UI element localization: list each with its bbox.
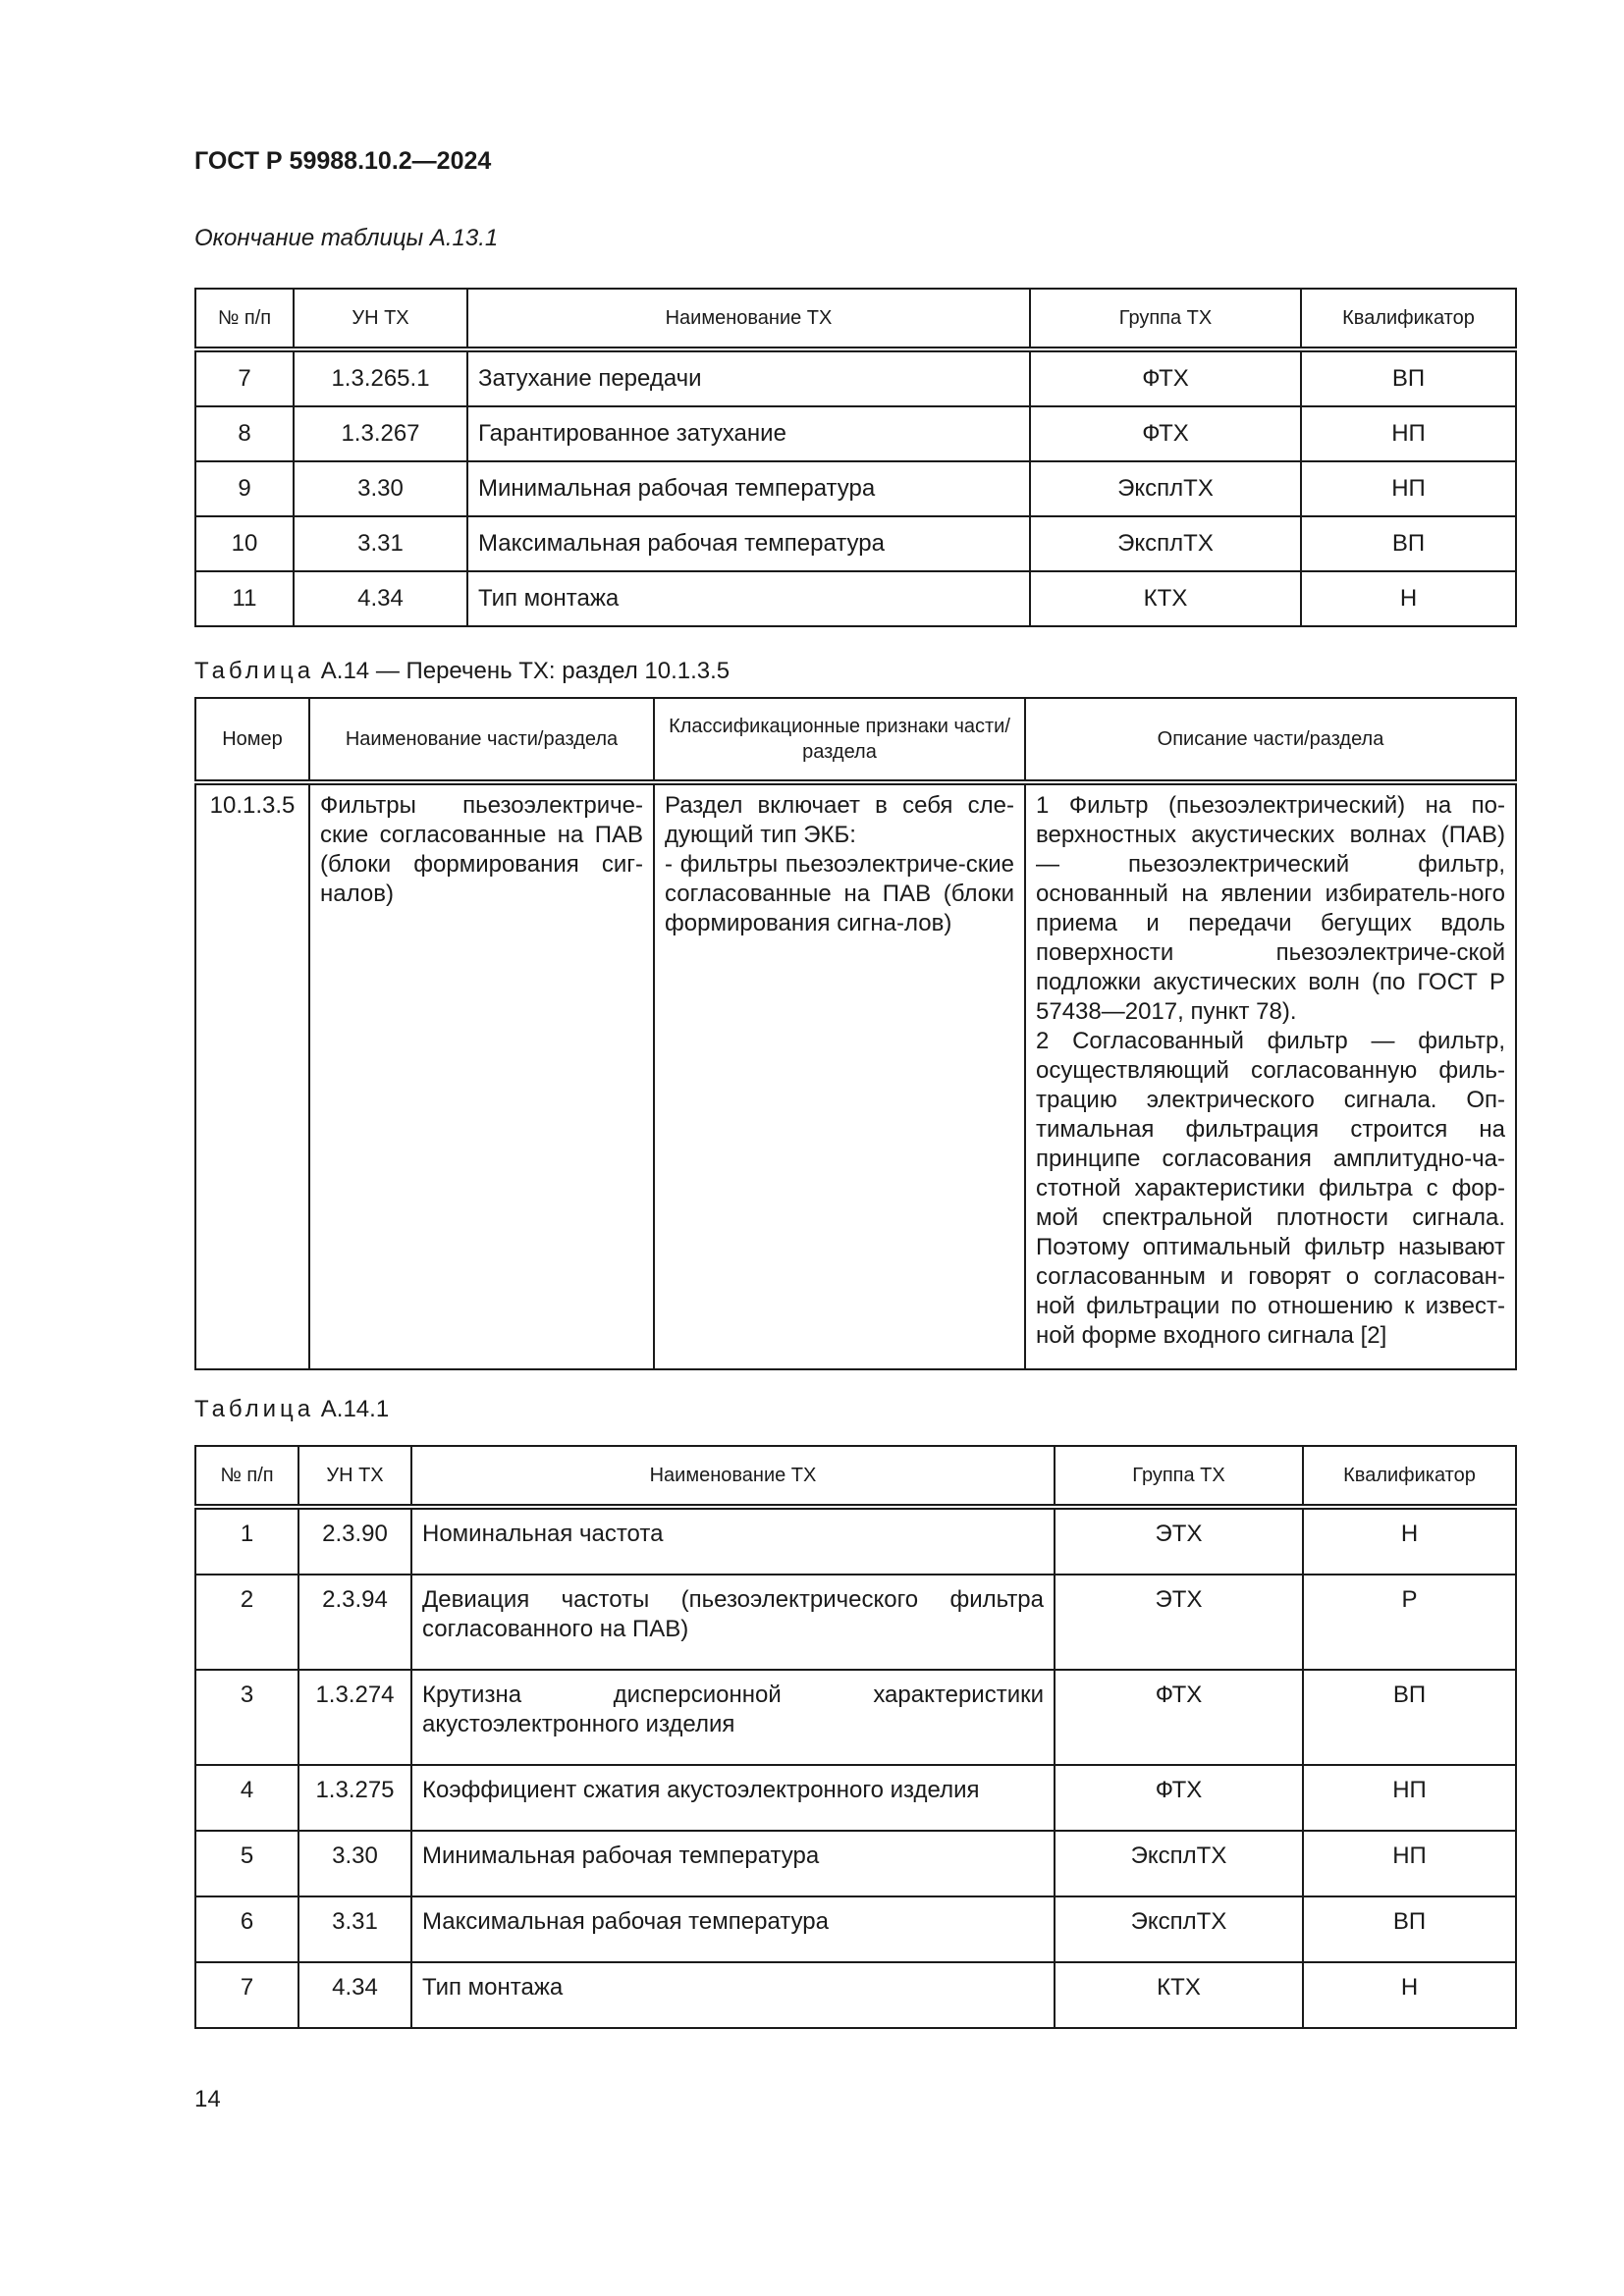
table-a14-1 xyxy=(194,1445,1517,2029)
features-intro: Раздел включает в себя сле-дующий тип ЭКБ: xyxy=(665,792,1014,848)
char-name: Коэффициент сжатия акустоэлектронного изделия xyxy=(411,1765,1055,1831)
column-header: № п/п xyxy=(195,1446,298,1507)
table-row xyxy=(195,1962,1516,2028)
table1-caption: Окончание таблицы А.13.1 xyxy=(194,225,499,251)
table-row xyxy=(195,1896,1516,1962)
char-qualifier: ВП xyxy=(1303,1670,1516,1765)
char-code: 3.30 xyxy=(298,1831,411,1896)
char-code: 3.31 xyxy=(298,1896,411,1962)
table-a14 xyxy=(194,697,1517,1370)
row-number: 4 xyxy=(195,1765,298,1831)
column-header: Классификационные признаки части/раздела xyxy=(654,698,1025,782)
column-header: Наименование части/раздела xyxy=(309,698,654,782)
char-name: Затухание передачи xyxy=(467,349,1030,406)
row-number: 3 xyxy=(195,1670,298,1765)
table-a13-1-end xyxy=(194,288,1517,627)
char-name: Тип монтажа xyxy=(467,571,1030,626)
char-group: ЭксплТХ xyxy=(1030,461,1301,516)
char-qualifier: НП xyxy=(1301,461,1516,516)
char-group: КТХ xyxy=(1055,1962,1303,2028)
char-group: ЭксплТХ xyxy=(1030,516,1301,571)
char-name: Гарантированное затухание xyxy=(467,406,1030,461)
column-header: № п/п xyxy=(195,289,294,349)
document-header: ГОСТ Р 59988.10.2—2024 xyxy=(194,147,492,175)
char-group: ЭксплТХ xyxy=(1055,1896,1303,1962)
char-code: 4.34 xyxy=(294,571,467,626)
row-number: 1 xyxy=(195,1507,298,1575)
table-row xyxy=(195,1575,1516,1670)
row-number: 9 xyxy=(195,461,294,516)
section-description xyxy=(1025,782,1516,1369)
table3-caption-text: А.14.1 xyxy=(320,1396,390,1422)
char-group: ФТХ xyxy=(1055,1670,1303,1765)
row-number: 5 xyxy=(195,1831,298,1896)
section-name: Фильтры пьезоэлектриче-ские согласованные на ПАВ (блоки формирования сиг-налов) xyxy=(309,782,654,1369)
char-qualifier: ВП xyxy=(1303,1896,1516,1962)
column-header: Квалификатор xyxy=(1301,289,1516,349)
row-number: 7 xyxy=(195,349,294,406)
char-name: Минимальная рабочая температура xyxy=(467,461,1030,516)
char-group: ЭТХ xyxy=(1055,1575,1303,1670)
column-header: УН ТХ xyxy=(294,289,467,349)
row-number: 8 xyxy=(195,406,294,461)
row-number: 11 xyxy=(195,571,294,626)
table-row xyxy=(195,406,1516,461)
char-name: Номинальная частота xyxy=(411,1507,1055,1575)
table-row xyxy=(195,349,1516,406)
table-row xyxy=(195,1765,1516,1831)
char-group: ФТХ xyxy=(1030,349,1301,406)
table2-caption-text: А.14 — Перечень ТХ: раздел 10.1.3.5 xyxy=(320,658,731,684)
char-name: Минимальная рабочая температура xyxy=(411,1831,1055,1896)
char-qualifier: Н xyxy=(1301,571,1516,626)
section-number: 10.1.3.5 xyxy=(195,782,309,1369)
section-features xyxy=(654,782,1025,1369)
table2-caption xyxy=(194,658,730,685)
row-number: 2 xyxy=(195,1575,298,1670)
char-code: 1.3.265.1 xyxy=(294,349,467,406)
char-qualifier: Р xyxy=(1303,1575,1516,1670)
char-code: 4.34 xyxy=(298,1962,411,2028)
char-qualifier: НП xyxy=(1301,406,1516,461)
page-number: 14 xyxy=(194,2086,221,2112)
char-code: 2.3.90 xyxy=(298,1507,411,1575)
table3-caption xyxy=(194,1396,389,1423)
table-row xyxy=(195,461,1516,516)
char-qualifier: ВП xyxy=(1301,349,1516,406)
row-number: 10 xyxy=(195,516,294,571)
table-row xyxy=(195,782,1516,1369)
char-code: 1.3.275 xyxy=(298,1765,411,1831)
table-row xyxy=(195,516,1516,571)
table-row xyxy=(195,1670,1516,1765)
column-header: Номер xyxy=(195,698,309,782)
column-header: Группа ТХ xyxy=(1055,1446,1303,1507)
char-qualifier: НП xyxy=(1303,1831,1516,1896)
char-qualifier: Н xyxy=(1303,1962,1516,2028)
table-row xyxy=(195,1831,1516,1896)
char-name: Тип монтажа xyxy=(411,1962,1055,2028)
row-number: 6 xyxy=(195,1896,298,1962)
char-group: ФТХ xyxy=(1030,406,1301,461)
column-header: Описание части/раздела xyxy=(1025,698,1516,782)
column-header: Наименование ТХ xyxy=(411,1446,1055,1507)
char-qualifier: ВП xyxy=(1301,516,1516,571)
char-group: КТХ xyxy=(1030,571,1301,626)
column-header: Наименование ТХ xyxy=(467,289,1030,349)
char-name: Максимальная рабочая температура xyxy=(467,516,1030,571)
char-group: ЭксплТХ xyxy=(1055,1831,1303,1896)
char-code: 3.30 xyxy=(294,461,467,516)
char-qualifier: НП xyxy=(1303,1765,1516,1831)
column-header: Квалификатор xyxy=(1303,1446,1516,1507)
char-code: 1.3.267 xyxy=(294,406,467,461)
char-name: Крутизна дисперсионной характеристики акустоэлектронного изделия xyxy=(411,1670,1055,1765)
table2-caption-label: Таблица xyxy=(194,658,315,684)
char-name: Девиация частоты (пьезоэлектрического фильтра согласованного на ПАВ) xyxy=(411,1575,1055,1670)
char-code: 2.3.94 xyxy=(298,1575,411,1670)
table3-caption-label: Таблица xyxy=(194,1396,315,1422)
char-group: ФТХ xyxy=(1055,1765,1303,1831)
row-number: 7 xyxy=(195,1962,298,2028)
char-code: 3.31 xyxy=(294,516,467,571)
column-header: Группа ТХ xyxy=(1030,289,1301,349)
table-row xyxy=(195,571,1516,626)
char-code: 1.3.274 xyxy=(298,1670,411,1765)
description-note-2: 2 Согласованный фильтр — фильтр, осуществляющий согласованную филь-трацию электрического сигнала. Оп-тимальная фильтрация строится на принципе согласования амплитудно-ча-стотной характеристики фильтра с фор-мой спектральной плотности сигнала. Поэтому оптимальный фильтр называют согласованным и говорят о согласован-ной фильтрации по отношению к извест-ной форме входного сигнала [2] xyxy=(1036,1028,1505,1349)
description-note-1: 1 Фильтр (пьезоэлектрический) на по-верхностных акустических волнах (ПАВ) — пьезоэлектрический фильтр, основанный на явлении избиратель-ного приема и передачи бегущих вдоль поверхности пьезоэлектриче-ской подложки акустических волн (по ГОСТ Р 57438—2017, пункт 78). xyxy=(1036,792,1505,1025)
features-item: - фильтры пьезоэлектриче-ские согласованные на ПАВ (блоки формирования сигна-лов) xyxy=(665,851,1014,936)
char-qualifier: Н xyxy=(1303,1507,1516,1575)
table-row xyxy=(195,1507,1516,1575)
char-group: ЭТХ xyxy=(1055,1507,1303,1575)
char-name: Максимальная рабочая температура xyxy=(411,1896,1055,1962)
column-header: УН ТХ xyxy=(298,1446,411,1507)
